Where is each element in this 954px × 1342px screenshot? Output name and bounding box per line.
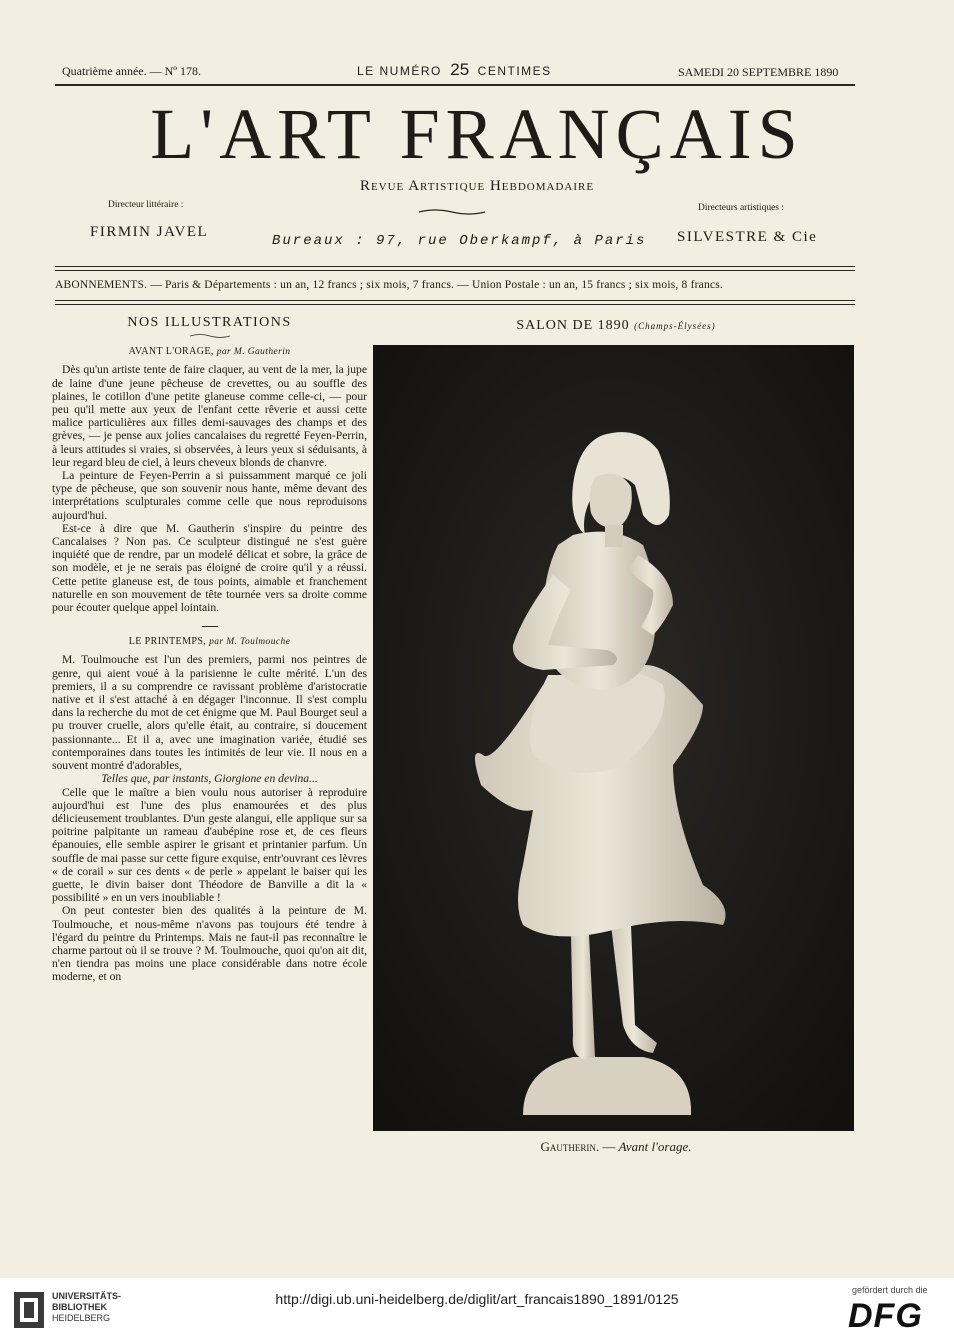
library-line: BIBLIOTHEK: [52, 1302, 107, 1312]
section1-title: AVANT L'ORAGE,: [128, 346, 214, 358]
section2-heading: [52, 635, 367, 649]
masthead-subtitle: Revue Artistique Hebdomadaire: [359, 178, 595, 194]
artistic-directors-name: SILVESTRE & Cie: [677, 229, 818, 245]
literary-director-label: Directeur littéraire :: [108, 200, 184, 210]
section2-title: LE PRINTEMPS,: [128, 636, 207, 648]
issue-number: Quatrième année. — Nº 178.: [62, 64, 202, 78]
salon-heading: [376, 318, 856, 334]
subscription-rates: ABONNEMENTS. — Paris & Départements : un an, 12 francs ; six mois, 7 francs. — Union Postale : un an, 15 francs ; six mois, 8 francs.: [55, 279, 723, 291]
caption-title: Avant l'orage.: [618, 1139, 692, 1154]
section1-paragraph: Dès qu'un artiste tente de faire claquer, au vent de la mer, la jupe de laine d'une jeune pêcheuse de crevettes, ou au souffle des plaines, le cotillon d'une petite glaneuse comme celle-ci, — pour peu qu'il mette aux yeux de l'enfant cette rêverie et aussi cette malice particulières aux filles demi-sauvages des champs et des grèves, — je pense aux jolies cancalaises du regretté Feyen-Perrin, à leurs attitudes si vraies, si observées, à leurs yeux si séduisants, à leur regard bleu de ciel, à leurs cheveux blonds de chanvre.: [52, 363, 367, 469]
funding-label: gefördert durch die: [852, 1285, 928, 1295]
office-address: Bureaux : 97, rue Oberkampf, à Paris: [272, 233, 647, 249]
source-url-link[interactable]: http://digi.ub.uni-heidelberg.de/diglit/art_francais1890_1891/0125: [275, 1291, 679, 1307]
subscription-rule-bottom2: [55, 304, 855, 305]
subscription-rule-top: [55, 266, 855, 267]
section1-author: par M. Gautherin: [216, 347, 291, 358]
digitization-footer: [0, 1278, 954, 1342]
subscription-rule-top2: [55, 270, 855, 271]
literary-director-name: FIRMIN JAVEL: [90, 224, 209, 240]
statue-photograph: [373, 345, 854, 1131]
illustrations-heading: NOS ILLUSTRATIONS: [127, 315, 292, 330]
dfg-logo: DFG: [848, 1297, 923, 1335]
salon-title: SALON DE 1890: [516, 318, 630, 333]
salon-note: (Champs-Élysées): [634, 321, 716, 331]
library-line: UNIVERSITÄTS-: [52, 1291, 122, 1301]
issue-price: [357, 60, 552, 80]
section2-paragraph: Celle que le maître a bien voulu nous autoriser à reproduire aujourd'hui est l'une des plus enamourées et des plus délicieusement troublantes. D'un geste alangui, elle applique sur sa poitrine palpitante un rameau d'aubépine rose et, de ces fleurs épanouies, elle semble aspirer le grisant et printanier parfum. Un souffle de mai passe sur cette figure exquise, entr'ouvrant ces lèvres « de corail » sur ces dents « de perle » appelant le baiser qui les guette, le divin baiser dont Théodore de Banville a dit la « possibilité » en un vers inoubliable !: [52, 785, 367, 905]
caption-artist: Gautherin.: [540, 1139, 600, 1154]
section1-heading: [52, 345, 367, 359]
artistic-directors-label: Directeurs artistiques :: [698, 203, 785, 213]
verse-quote: Telles que, par instants, Giorgione en devina...: [101, 772, 318, 786]
heading-flourish: [190, 333, 230, 339]
library-line: HEIDELBERG: [52, 1313, 111, 1323]
header-rule: [55, 84, 855, 86]
caption-dash: —: [602, 1139, 616, 1154]
masthead-flourish: [417, 208, 487, 216]
section2-paragraph: M. Toulmouche est l'un des premiers, parmi nos peintres de genre, qui aient voué à la parisienne le culte mérité. L'un des premiers, il a su comprendre ce ravissant problème d'aristocratie native et il s'est attaché à en dégager l'inconnue. Il s'est complu dans la recherche du mot de cet énigme que M. Paul Bourget seul a pu trouver cruelle, alors qu'elle était, au contraire, si doucement passionnante... Et il a, avec une imagination variée, étudié ses contemporaines dans toutes les intimités de leur vie. Il nous en a souvent montré d'adorables,: [52, 653, 367, 773]
article-column: [52, 316, 367, 984]
issue-date: SAMEDI 20 SEPTEMBRE 1890: [678, 65, 839, 79]
section2-author: par M. Toulmouche: [209, 637, 291, 648]
statue-figure: [373, 345, 854, 1131]
photo-caption: [376, 1139, 856, 1155]
masthead-title: L'ART FRANÇAIS: [150, 94, 804, 174]
section1-paragraph: Est-ce à dire que M. Gautherin s'inspire du peintre des Cancalaises ? Non pas. Ce sculpteur distingué ne s'est guère inquiété que de rendre, par un modelé délicat et sobre, la grâce de son modèle, et je ne serais pas éloigné de croire qu'il y a réussi. Cette petite glaneuse est, de tous points, aimable et franchement naturelle en son mouvement de tête tournée vers sa droite comme pour écouter quelque appel lointain.: [52, 521, 367, 615]
price-prefix: LE NUMÉRO: [357, 64, 442, 78]
price-suffix: CENTIMES: [477, 64, 552, 78]
subscription-rule-bottom: [55, 300, 855, 301]
price-number: 25: [450, 60, 470, 79]
section-divider: [202, 626, 218, 627]
section1-paragraph: La peinture de Feyen-Perrin a si puissamment marqué ce joli type de pêcheuse, que son souvenir nous hante, même devant des interprétations sculpturales comme celle que nous reproduisons aujourd'hui.: [52, 469, 367, 522]
section2-paragraph: On peut contester bien des qualités à la peinture de M. Toulmouche, et nous-même n'avons pas toujours été tendre à l'égard du peintre du Printemps. Mais ne faut-il pas reconnaître le charme partout où il se trouve ? M. Toulmouche, quoi qu'on ait dit, n'en tiendra pas moins une place considérable dans notre école moderne, et on: [52, 904, 367, 984]
